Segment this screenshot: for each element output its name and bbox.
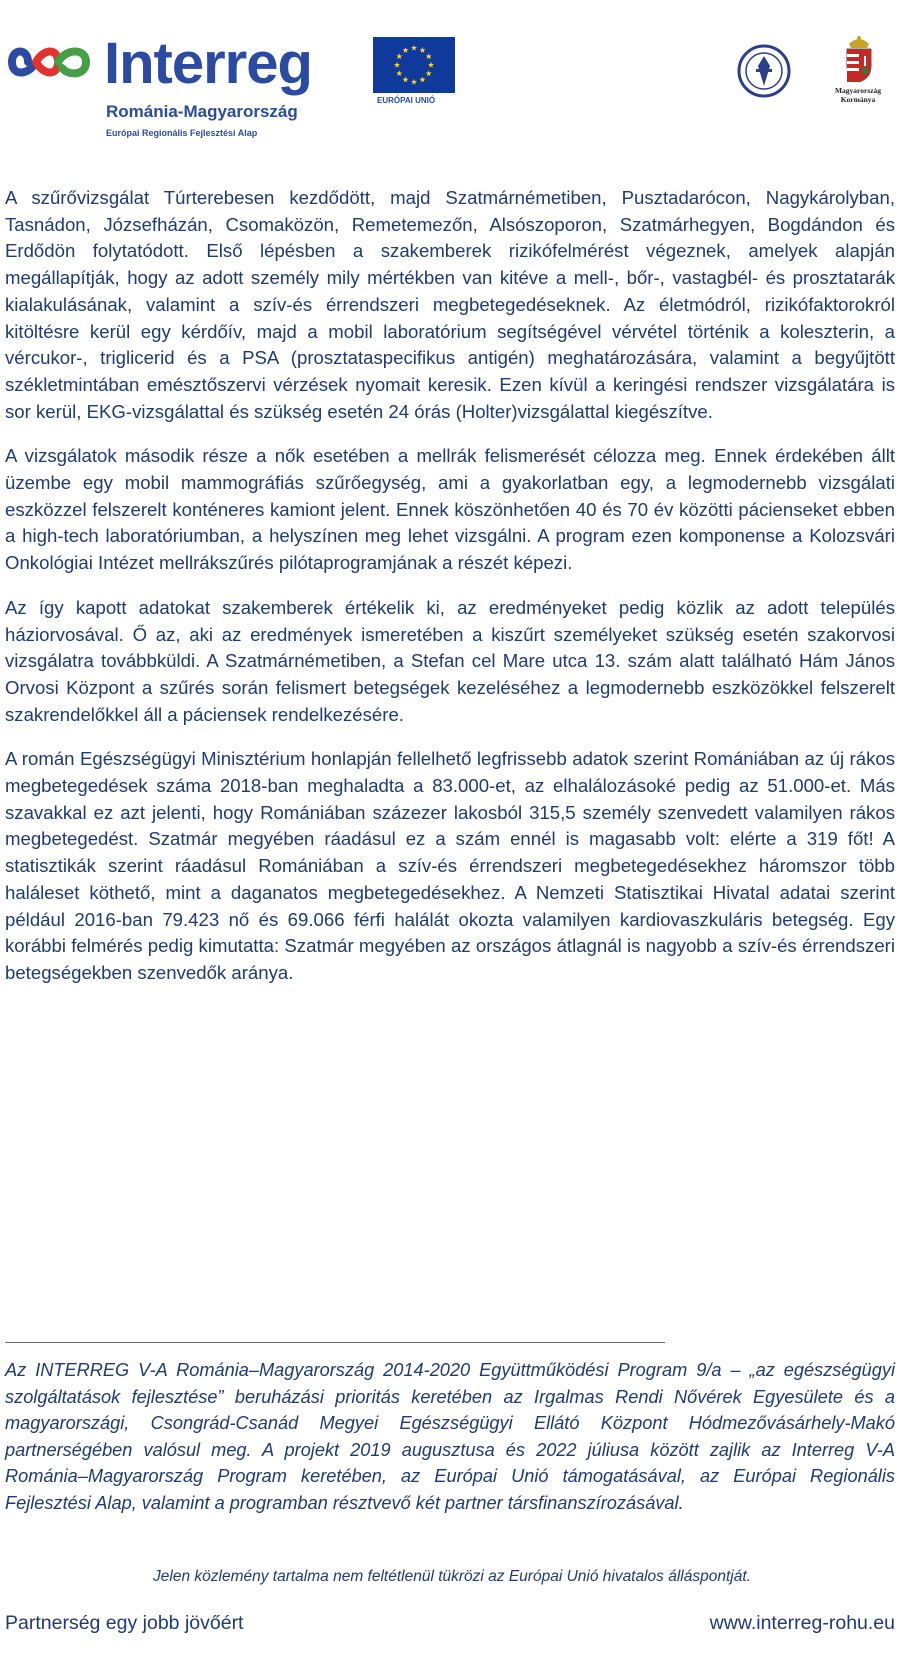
- program-subtitle: Románia-Magyarország: [106, 102, 298, 121]
- paragraph-mammography: A vizsgálatok második része a nők esetében a mellrák felismerését célozza meg. Ennek érdekében állt üzembe egy mobil mammográfiás szűrőegység, ami a gyakorlatban egy, a legmodernebb vizsgálati eszközzel felszerelt konténeres kamiont jelent. Ennek köszönhetően 40 és 70 év közötti pácienseket ebben a high-tech laboratóriumban, a helyszínen meg lehet vizsgálni. A program ezen komponense a Kolozsvári Onkológiai Intézet mellrákszűrés pilótaprogramjának a részét képezi.: [5, 445, 895, 574]
- eu-flag-icon: [373, 37, 455, 93]
- website-link[interactable]: www.interreg-rohu.eu: [709, 1612, 895, 1634]
- partnership-slogan: Partnerség egy jobb jövőért: [5, 1612, 244, 1634]
- header: [0, 0, 904, 150]
- fund-name: Európai Regionális Fejlesztési Alap: [106, 128, 258, 138]
- eu-label: EURÓPAI UNIÓ: [377, 96, 436, 105]
- partner-seal-icon: [737, 44, 791, 98]
- government-label: Magyarország Kormánya: [834, 86, 882, 104]
- footnote-divider: [5, 1342, 665, 1343]
- interreg-wordmark: Interreg: [104, 31, 312, 96]
- program-note: Az INTERREG V-A Románia–Magyarország 2014-2020 Együttműködési Program 9/a – „az egészségügyi szolgáltatások fejlesztése” beruházási prioritás keretében az Irgalmas Rendi Nővérek Egyesülete és a magyarországi, Csongrád-Csanád Megyei Egészségügyi Ellátó Központ Hódmezővásárhely-Makó partnerségében valósul meg. A projekt 2019 augusztusa és 2022 júliusa között zajlik az Interreg V-A Románia–Magyarország Program keretében, az Európai Unió támogatásával, az Európai Regionális Fejlesztési Alap, valamint a programban résztvevő két partner társfinanszírozásával.: [5, 1360, 895, 1513]
- article-body: [5, 185, 895, 1005]
- paragraph-statistics: A román Egészségügyi Minisztérium honlapján fellelhető legfrissebb adatok szerint Romániában az új rákos megbetegedések száma 2018-ban meghaladta a 83.000-et, az elhalálozásoké pedig az 51.000-et. Más szavakkal ez azt jelenti, hogy Romániában százezer lakosból 315,5 személy szenvedett valamilyen rákos megbetegedést. Szatmár megyében ráadásul ez a szám ennél is magasabb volt: elérte a 319 főt! A statisztikák szerint ráadásul Romániában a szív-és érrendszeri megbetegedésekhez háromszor több haláleset köthető, mint a daganatos megbetegedésekhez. A Nemzeti Statisztikai Hivatal adatai szerint például 2016-ban 79.423 nő és 69.066 férfi halálát okozta valamilyen kardiovaszkuláris betegség. Egy korábbi felmérés pedig kimutatta: Szatmár megyében az országos átlagnál is nagyobb a szív-és érrendszeri betegségekben szenvedők aránya.: [5, 748, 895, 983]
- eu-disclaimer: Jelen közlemény tartalma nem feltétlenül tükrözi az Európai Unió hivatalos álláspontját.: [153, 1568, 751, 1585]
- hungarian-coat-of-arms-icon: [843, 34, 875, 84]
- paragraph-screening-intro: A szűrővizsgálat Túrterebesen kezdődött, majd Szatmárnémetiben, Pusztadarócon, Nagykárolyban, Tasnádon, Józsefházán, Csomaközön, Remetemezőn, Alsószoporon, Szatmárhegyen, Bogdándon és Erdődön folytatódott. Első lépésben a szakemberek rizikófelmérést végeznek, amelyek alapján megállapítják, hogy az adott személy mily mértékben van kitéve a mell-, bőr-, vastagbél- és prosztatarák kialakulásának, valamint a szív-és érrendszeri megbetegedéseknek. Az életmódról, rizikófaktorokról kitöltésre kerül egy kérdőív, majd a mobil laboratórium segítségével vérvétel történik a koleszterin, a vércukor-, triglicerid és a PSA (prosztataspecifikus antigén) meghatározására, valamint a begyűjtött székletmintában emésztőszervi vérzések nyomait keresik. Ezen kívül a keringési rendszer vizsgálatára is sor kerül, EKG-vizsgálattal és szükség esetén 24 órás (Holter)vizsgálattal kiegészítve.: [5, 187, 895, 422]
- interreg-infinity-logo-icon: [6, 40, 96, 84]
- paragraph-evaluation: Az így kapott adatokat szakemberek értékelik ki, az eredményeket pedig közlik az adott település háziorvosával. Ő az, aki az eredmények ismeretében a kiszűrt személyeket szükség esetén szakorvosi vizsgálatra továbbküldi. A Szatmárnémetiben, a Stefan cel Mare utca 13. szám alatt található Hám János Orvosi Központ a szűrés során felismert betegségek kezeléséhez a legmodernebb eszközökkel felszerelt szakrendelőkkel áll a páciensek rendelkezésére.: [5, 596, 895, 725]
